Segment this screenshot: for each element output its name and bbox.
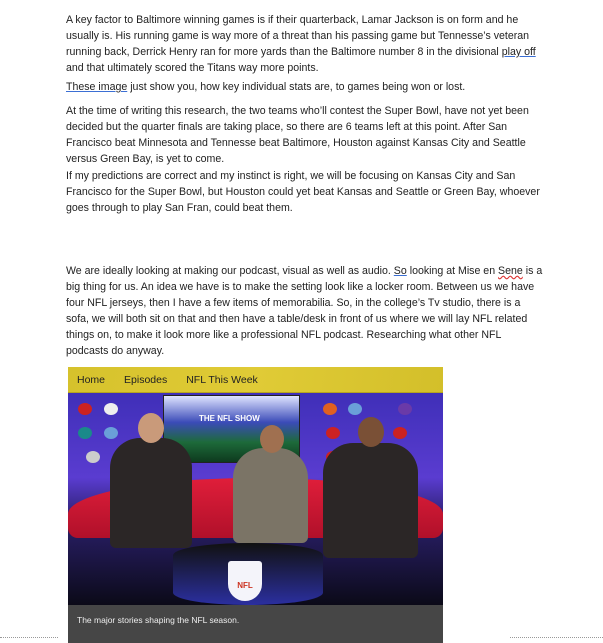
image-caption: The major stories shaping the NFL season. bbox=[68, 605, 443, 643]
nfl-show-image bbox=[68, 367, 443, 643]
presenter-head bbox=[260, 425, 284, 453]
team-logo-icon bbox=[348, 403, 362, 415]
text: looking at Mise en bbox=[406, 265, 499, 277]
grammar-flag[interactable]: So bbox=[393, 265, 407, 277]
team-logo-icon bbox=[326, 427, 340, 439]
team-logo-icon bbox=[398, 403, 412, 415]
grammar-flag[interactable]: play off bbox=[501, 46, 536, 58]
image-nav-bar bbox=[68, 367, 443, 393]
presenter bbox=[110, 438, 192, 548]
nav-nfl-this-week[interactable]: NFL This Week bbox=[186, 373, 258, 386]
presenter bbox=[233, 448, 308, 543]
paragraph-super-bowl: At the time of writing this research, the two teams who’ll contest the Super Bowl, have not yet been decided but the quarter finals are taking place, so there are 6 teams left at this point. After San Francisco beat Minnesota and Tennesse beat Baltimore, Houston against Kansas City and Seattle versus Green Bay, is yet to come. bbox=[66, 105, 529, 165]
team-logo-icon bbox=[86, 451, 100, 463]
nfl-shield-logo: NFL bbox=[228, 561, 262, 601]
team-logo-icon bbox=[78, 403, 92, 415]
team-logo-icon bbox=[104, 403, 118, 415]
text: A key factor to Baltimore winning games is if their quarterback, Lamar Jackson is on form and he usually is. His running game is way more of a threat than his passing game but Tennesse’s veteran running back, Derrick Henry ran for more yards than the Baltimore number 8 in the divisional bbox=[66, 14, 530, 58]
text: We are ideally looking at making our podcast, visual as well as audio. bbox=[66, 265, 394, 277]
team-logo-icon bbox=[323, 403, 337, 415]
paragraph-podcast bbox=[66, 263, 546, 359]
presenter bbox=[323, 443, 418, 558]
text: just show you, how key individual stats are, to games being won or lost. bbox=[127, 81, 466, 93]
team-logo-icon bbox=[393, 427, 407, 439]
team-logo-icon bbox=[78, 427, 92, 439]
text: is a big thing for us. An idea we have is to make the setting look like a locker room. Between us we have four NFL jerseys, then I have a few items of memorabilia. So, in the college’s Tv studio, there is a sofa, we will both sit on that and then have a table/desk in front of us where we will lay NFL related things on, to make it look more like a professional NFL podcast. Researching what other NFL podcasts do anyway. bbox=[66, 265, 543, 357]
text: and that ultimately scored the Titans way more points. bbox=[66, 62, 319, 74]
nav-episodes[interactable]: Episodes bbox=[124, 373, 168, 386]
presenter-head bbox=[358, 417, 384, 447]
studio-photo bbox=[68, 393, 443, 605]
nav-home[interactable]: Home bbox=[77, 373, 106, 386]
paragraph-predictions: If my predictions are correct and my instinct is right, we will be focusing on Kansas City and San Francisco for the Super Bowl, but Houston could yet beat Kansas and Seattle or Green Bay, whoever goes through to play San Fran, could beat them. bbox=[66, 170, 540, 214]
page-break-marker bbox=[510, 637, 603, 638]
grammar-flag[interactable]: These image bbox=[66, 81, 128, 93]
paragraph-stats bbox=[66, 79, 546, 95]
screen-title: THE NFL SHOW bbox=[199, 414, 260, 423]
paragraph-baltimore bbox=[66, 12, 546, 76]
page-break-marker bbox=[0, 637, 58, 638]
presenter-head bbox=[138, 413, 164, 443]
team-logo-icon bbox=[104, 427, 118, 439]
spelling-flag[interactable]: Sene bbox=[498, 265, 523, 277]
